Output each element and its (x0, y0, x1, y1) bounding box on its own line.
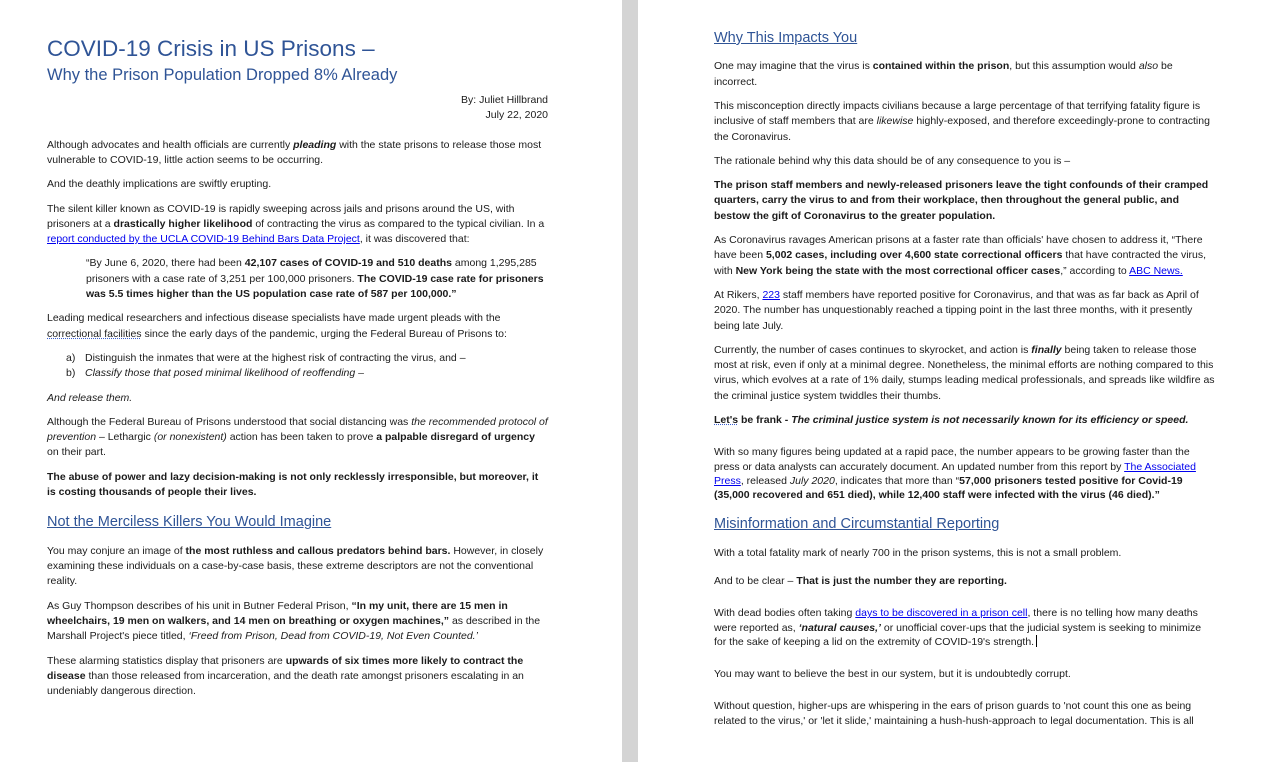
grammar-flag: correctional facilities (47, 327, 142, 340)
paragraph: You may want to believe the best in our system, but it is undoubtedly corrupt. (714, 667, 1071, 680)
publish-date: July 22, 2020 (485, 108, 548, 121)
list-item: a) Distinguish the inmates that were at the highest risk of contracting the virus, and – (66, 351, 466, 364)
page-gutter (622, 0, 638, 762)
ucla-report-link[interactable]: report conducted by the UCLA COVID-19 Behind Bars Data Project (47, 233, 360, 246)
paragraph: One may imagine that the virus is contained within the prison, but this assumption would also be incorrect. (714, 60, 1173, 88)
byline (47, 93, 548, 123)
author: By: Juliet Hillbrand (461, 93, 548, 106)
paragraph: Although the Federal Bureau of Prisons understood that social distancing was the recommended protocol of prevention – Lethargic (or nonexistent) action has been taken to prove a palpable disregard of urgency on their part. (47, 415, 548, 459)
paragraph: Without question, higher-ups are whispering in the ears of prison guards to 'not count this one as being related to the virus,' or 'let it slide,' maintaining a hush-hush-approach to legal documentation. This is all (714, 700, 1194, 727)
rikers-223-link[interactable]: 223 (762, 288, 780, 301)
paragraph: This misconception directly impacts civilians because a large percentage of that terrifying fatality figure is inclusive of staff members that are likewise highly-exposed, and therefore exceedingly-prone to contracting the Coronavirus. (714, 99, 1210, 143)
paragraph: The abuse of power and lazy decision-making is not only recklessly irresponsible, but moreover, it is costing thousands of people their lives. (47, 470, 539, 499)
document-title: COVID-19 Crisis in US Prisons – (47, 36, 375, 61)
paragraph: And the deathly implications are swiftly erupting. (47, 178, 272, 191)
paragraph: And to be clear – That is just the number they are reporting. (714, 574, 1007, 587)
paragraph: You may conjure an image of the most ruthless and callous predators behind bars. However, in closely examining these individuals on a case-by-case basis, these extreme descriptors are not the conventional reality. (47, 544, 544, 588)
paragraph: As Guy Thompson describes of his unit in Butner Federal Prison, “In my unit, there are 15 men in wheelchairs, 19 men on walkers, and 14 men on breathing or oxygen machines,” as described in the Marshall Project's piece titled, ‘Freed from Prison, Dead from COVID-19, Not Even Counted.’ (47, 599, 541, 643)
paragraph: Leading medical researchers and infectious disease specialists have made urgent pleads with the correctional facilities since the early days of the pandemic, urging the Federal Bureau of Prisons to: (47, 312, 507, 340)
paragraph: Let's be frank - The criminal justice system is not necessarily known for its efficiency or speed. (714, 414, 1189, 427)
paragraph: Although advocates and health officials are currently pleading with the state prisons to release those most vulnerable to COVID-19, little action seems to be occurring. (47, 138, 542, 166)
prison-cell-link[interactable]: days to be discovered in a prison cell (855, 607, 1028, 620)
text-cursor (1036, 635, 1037, 647)
paragraph: With so many figures being updated at a rapid pace, the number appears to be growing faster than the press or data analysts can accurately document. An updated number from this report by The Associated Press, released July 2020, indicates that more than “57,000 prisoners tested positive for Covid-19 (35,000 recovered and 651 died), while 12,400 staff were infected with the virus (46 died).” (714, 446, 1196, 501)
paragraph: At Rikers, 223 staff members have reported positive for Coronavirus, and that was as far back as April of 2020. The number has unquestionably reached a tipping point in the last three months, with it presently being late July. (714, 288, 1199, 332)
section-heading: Why This Impacts You (714, 30, 858, 46)
paragraph: The prison staff members and newly-released prisoners leave the tight confounds of their cramped quarters, carry the virus to and from their workplace, then throughout the general public, and bestow the gift of Coronavirus to the greater population. (714, 179, 1209, 222)
ordered-list (47, 351, 548, 382)
paragraph: These alarming statistics display that prisoners are upwards of six times more likely to contract the disease than those released from incarceration, and the death rate amongst prisoners escalating in an undeniably dangerous direction. (47, 654, 524, 698)
paragraph: And release them. (47, 391, 133, 404)
associated-press-link[interactable]: The Associated Press (714, 460, 1196, 487)
paragraph: The silent killer known as COVID-19 is rapidly sweeping across jails and prisons around the US, with prisoners at a drastically higher likelihood of contracting the virus as compared to the typical civilian. In a report conducted by the UCLA COVID-19 Behind Bars Data Project, it was discovered that: (47, 202, 545, 246)
block-quote: “By June 6, 2020, there had been 42,107 cases of COVID-19 and 510 deaths among 1,295,285 prisoners with a case rate of 3,251 per 100,000 prisoners. The COVID-19 case rate for prisoners was 5.5 times higher than the US population case rate of 587 per 100,000.” (86, 257, 544, 301)
section-heading: Not the Merciless Killers You Would Imagine (47, 514, 332, 531)
paragraph: The rationale behind why this data should be of any consequence to you is – (714, 154, 1071, 167)
paragraph: With dead bodies often taking days to be discovered in a prison cell, there is no telling how many deaths were reported as, ‘natural causes,’ or unofficial cover-ups that the judicial system is seeking to minimize for the sake of keeping a lid on the extremity of COVID-19's strength. (714, 607, 1202, 649)
paragraph: As Coronavirus ravages American prisons at a faster rate than officials' have chosen to address it, “There have been 5,002 cases, including over 4,600 state correctional officers that have contracted the virus, with New York being the state with the most correctional officer cases,” according to ABC News. (714, 234, 1207, 277)
paragraph: With a total fatality mark of nearly 700 in the prison systems, this is not a small problem. (714, 546, 1122, 559)
list-item: b) Classify those that posed minimal likelihood of reoffending – (66, 367, 364, 380)
abc-news-link[interactable]: ABC News. (1129, 264, 1183, 277)
paragraph: Currently, the number of cases continues to skyrocket, and action is finally being taken to release those most at risk, even if only at a minimal degree. Nonetheless, the minimal efforts are nothing compared to this virus, which evolves at a rate of 1% daily, stumps leading medical professionals, and spreads like wildfire as the criminal justice system twiddles their thumbs. (714, 343, 1215, 402)
document-page-right[interactable] (638, 0, 1272, 762)
grammar-flag: Let's (714, 414, 739, 427)
section-heading: Misinformation and Circumstantial Reporting (714, 516, 1000, 533)
document-subtitle: Why the Prison Population Dropped 8% Already (47, 66, 398, 85)
document-page-left[interactable] (0, 0, 622, 762)
